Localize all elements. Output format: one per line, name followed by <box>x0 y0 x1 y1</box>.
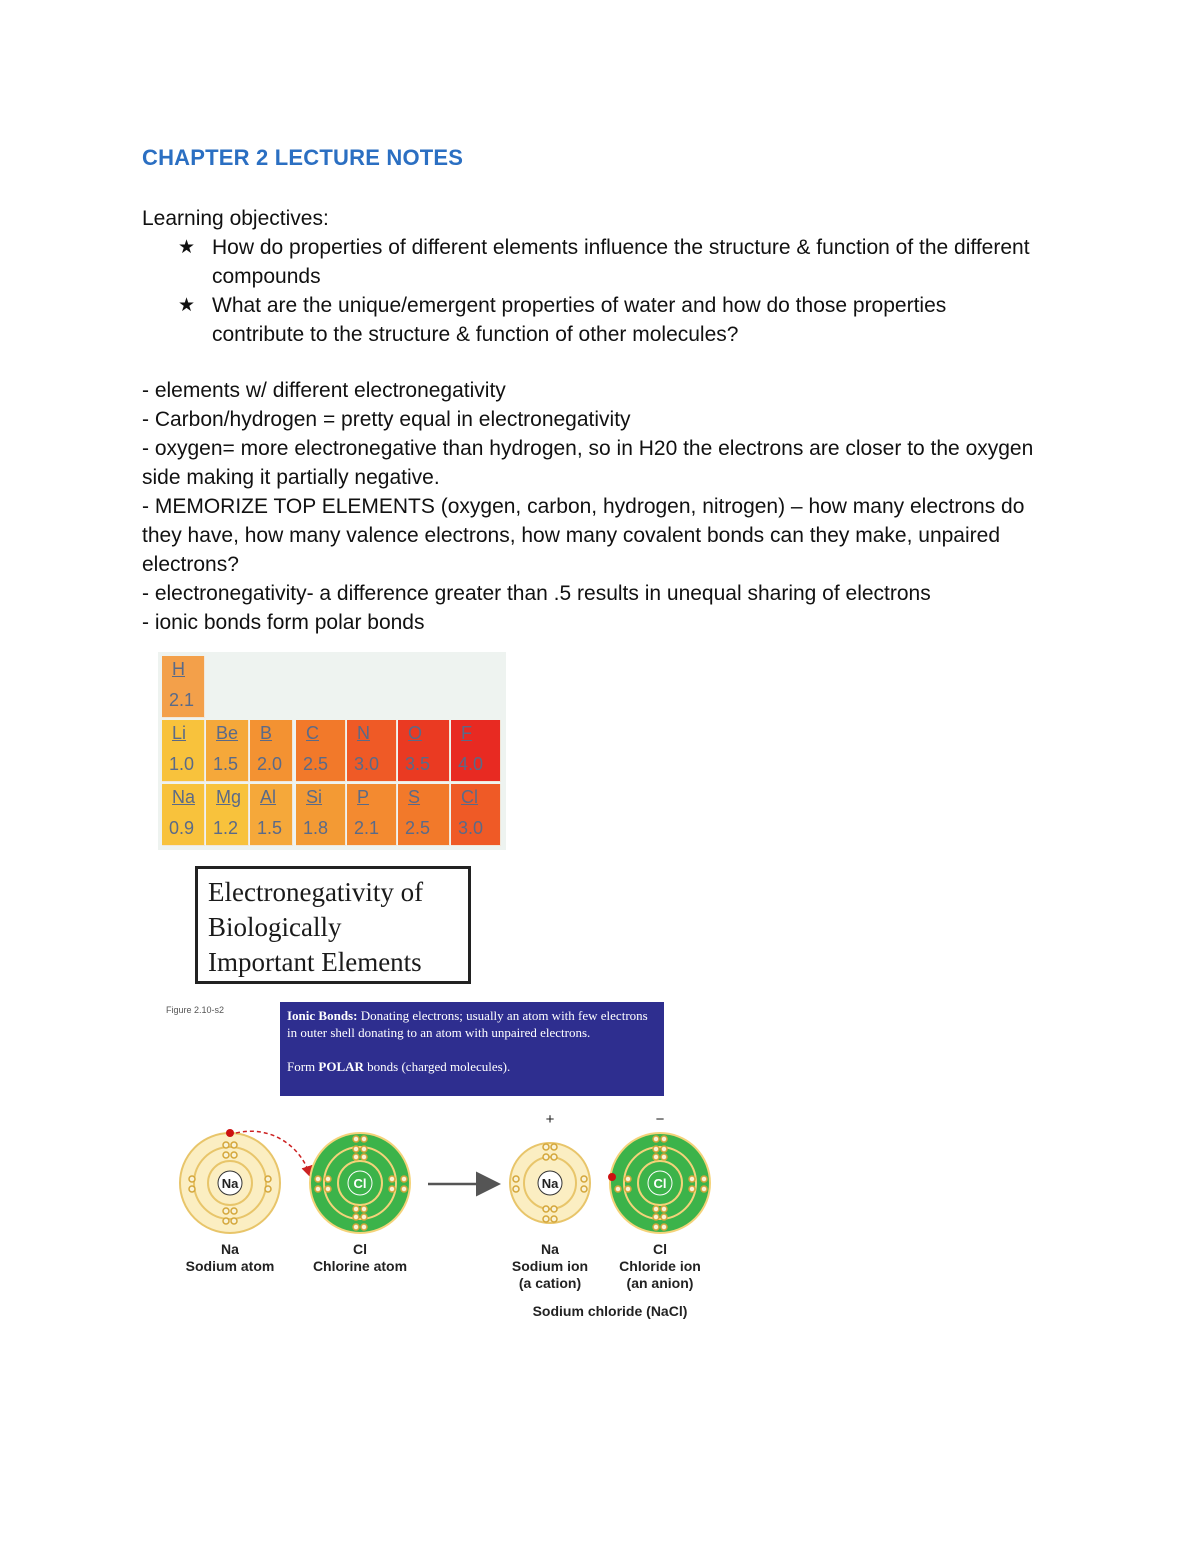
element-value: 1.5 <box>257 818 283 838</box>
note-line: - ionic bonds form polar bonds <box>142 611 425 634</box>
element-symbol: N <box>357 723 370 743</box>
objective-text: How do properties of different elements influence the structure & function of the different compounds <box>212 236 1030 288</box>
atoms-diagram-svg <box>160 1105 730 1325</box>
cl-symbol: Cl <box>353 1176 367 1191</box>
note-line: - Carbon/hydrogen = pretty equal in electronegativity <box>142 408 631 431</box>
element-cell-mg <box>206 784 249 846</box>
element-symbol: P <box>357 787 370 807</box>
label-title: Cl <box>353 1241 367 1257</box>
element-value: 2.1 <box>169 690 195 710</box>
element-cell-b <box>250 720 293 782</box>
element-value: 3.0 <box>458 818 484 838</box>
plus-charge: + <box>545 1111 555 1128</box>
sodium-ion-label <box>490 1241 610 1292</box>
label-title: Cl <box>653 1241 667 1257</box>
ionic-bonds-heading: Ionic Bonds: <box>287 1008 358 1023</box>
label-name: Chloride ion <box>619 1258 701 1274</box>
element-value: 4.0 <box>458 754 484 774</box>
label-sub: (an anion) <box>626 1275 694 1291</box>
element-symbol: Li <box>172 723 187 743</box>
polar-bold: POLAR <box>318 1059 364 1074</box>
star-bullet-icon: ★ <box>178 237 196 258</box>
element-cell-o <box>398 720 450 782</box>
caption-text <box>208 875 423 980</box>
polar-line <box>287 1058 657 1075</box>
ionic-bonds-text: Donating electrons; usually an atom with few electrons in outer shell donating to an atom with unpaired electrons. <box>287 1008 648 1040</box>
label-title: Na <box>221 1241 239 1257</box>
chapter-title: CHAPTER 2 LECTURE NOTES <box>142 145 464 170</box>
objective-text: What are the unique/emergent properties of water and how do those properties contribute to the structure & function of other molecules? <box>212 294 947 346</box>
chlorine-atom-label <box>300 1241 420 1275</box>
objective-item <box>178 291 1032 349</box>
notes-list <box>142 376 1062 637</box>
element-symbol: Be <box>216 723 239 743</box>
element-symbol: O <box>408 723 423 743</box>
polar-pre: Form <box>287 1059 319 1074</box>
note-line: - oxygen= more electronegative than hydrogen, so in H20 the electrons are closer to the oxygen side making it partially negative. <box>142 437 1034 489</box>
element-value: 1.2 <box>213 818 239 838</box>
element-value: 1.0 <box>169 754 195 774</box>
caption-line: Important Elements <box>208 947 422 977</box>
element-cell-f <box>451 720 501 782</box>
element-value: 2.0 <box>257 754 283 774</box>
element-symbol: Na <box>172 787 196 807</box>
label-name: Sodium atom <box>185 1258 275 1274</box>
na-ion-symbol: Na <box>541 1176 559 1191</box>
electronegativity-table <box>158 652 506 850</box>
element-cell-n <box>347 720 397 782</box>
element-symbol: Cl <box>461 787 478 807</box>
element-symbol: Mg <box>216 787 242 807</box>
element-cell-si <box>296 784 346 846</box>
element-value: 2.5 <box>303 754 329 774</box>
element-symbol: S <box>408 787 421 807</box>
element-value: 2.5 <box>405 818 431 838</box>
objective-item <box>178 233 1032 291</box>
polar-post: bonds (charged molecules). <box>363 1059 511 1074</box>
ionic-bond-diagram <box>160 1105 730 1325</box>
label-title: Na <box>541 1241 559 1257</box>
element-cell-h <box>162 656 205 718</box>
element-value: 1.8 <box>303 818 329 838</box>
label-sub: (a cation) <box>518 1275 582 1291</box>
sodium-atom-label <box>170 1241 290 1275</box>
element-cell-al <box>250 784 293 846</box>
note-line: - MEMORIZE TOP ELEMENTS (oxygen, carbon, hydrogen, nitrogen) – how many electrons do they have, how many valence electrons, how many covalent bonds can they make, unpaired electrons? <box>142 495 1025 576</box>
table-caption <box>195 866 471 984</box>
label-name: Sodium ion <box>511 1258 589 1274</box>
element-cell-s <box>398 784 450 846</box>
na-symbol: Na <box>221 1176 239 1191</box>
caption-line: Biologically <box>208 912 342 942</box>
label-name: Chlorine atom <box>312 1258 408 1274</box>
element-cell-be <box>206 720 249 782</box>
caption-line: Electronegativity of <box>208 877 424 907</box>
element-value: 3.5 <box>405 754 431 774</box>
element-symbol: B <box>260 723 273 743</box>
note-line: - electronegativity- a difference greater than .5 results in unequal sharing of electrons <box>142 582 931 605</box>
minus-charge: − <box>655 1111 665 1128</box>
note-line: - elements w/ different electronegativity <box>142 379 506 402</box>
element-value: 2.1 <box>354 818 380 838</box>
element-value: 3.0 <box>354 754 380 774</box>
element-symbol: C <box>306 723 319 743</box>
element-cell-li <box>162 720 205 782</box>
element-symbol: H <box>172 659 185 679</box>
compound-label: Sodium chloride (NaCl) <box>532 1303 688 1319</box>
element-value: 0.9 <box>169 818 195 838</box>
chloride-ion-label <box>600 1241 720 1292</box>
ionic-bonds-box <box>280 1002 664 1096</box>
element-cell-c <box>296 720 346 782</box>
element-cell-na <box>162 784 205 846</box>
figure-label: Figure 2.10-s2 <box>166 1005 225 1015</box>
element-value: 1.5 <box>213 754 239 774</box>
element-symbol: Al <box>260 787 277 807</box>
objectives-label: Learning objectives: <box>142 207 329 230</box>
element-cell-p <box>347 784 397 846</box>
element-cell-cl <box>451 784 501 846</box>
element-symbol: Si <box>306 787 323 807</box>
star-bullet-icon: ★ <box>178 295 196 316</box>
objectives-list <box>178 233 1032 349</box>
element-symbol: F <box>461 723 472 743</box>
cl-ion-symbol: Cl <box>653 1176 667 1191</box>
